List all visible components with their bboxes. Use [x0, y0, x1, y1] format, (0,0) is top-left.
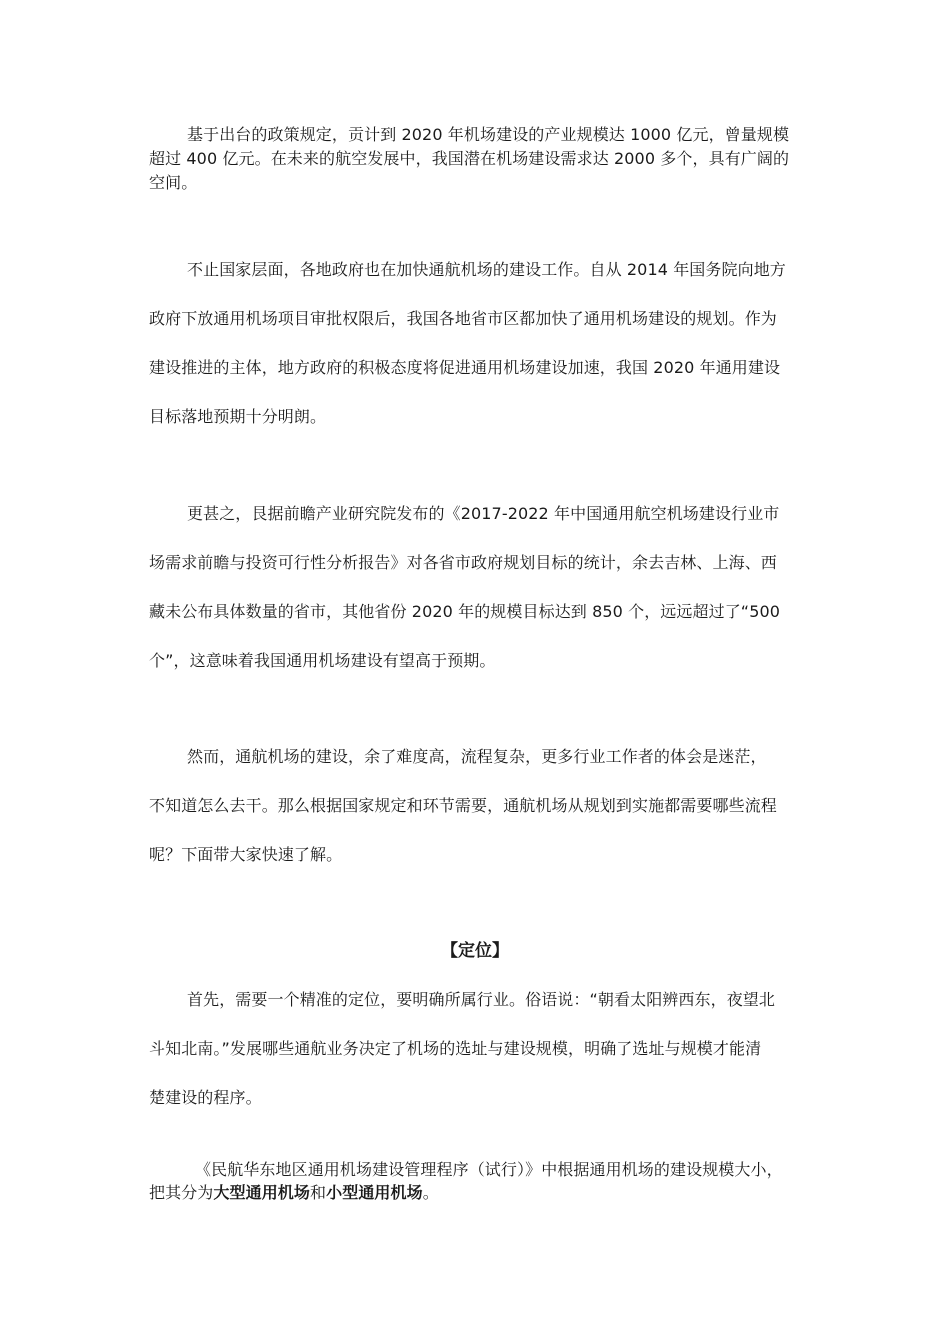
paragraph-2-line-4: 目标落地预期十分明朗。: [149, 407, 327, 426]
large-airport-term: 大型通用机场: [213, 1183, 311, 1202]
small-airport-term: 小型通用机场: [326, 1183, 423, 1202]
paragraph-6-line-2: [149, 1182, 439, 1204]
paragraph-2-line-2: 政府下放通用机场项目审批权限后，我国各地省市区都加快了通用机场建设的规划。作为: [149, 309, 777, 328]
paragraph-4-line-2: 不知道怎么去干。那么根据国家规定和环节需要，通航机场从规划到实施都需要哪些流程: [149, 796, 777, 815]
paragraph-3-line-1: 更甚之，艮据前瞻产业研究院发布的《2017-2022 年中国通用航空机场建设行业市: [187, 504, 780, 523]
paragraph-1-line-1: 基于出台的政策规定，贡计到 2020 年机场建设的产业规模达 1000 亿元，曾量规模: [187, 125, 790, 144]
line-prefix-text: 把其分为: [149, 1183, 214, 1202]
paragraph-1-line-3: 空间。: [149, 173, 198, 192]
paragraph-1-line-2: 超过 400 亿元。在未来的航空发展中，我国潜在机场建设需求达 2000 多个，具有广阔的: [149, 149, 790, 168]
paragraph-4-line-3: 呢？下面带大家快速了解。: [149, 845, 343, 864]
paragraph-6-line-1: 《民航华东地区通用机场建设管理程序（试行）》中根据通用机场的建设规模大小，: [195, 1160, 783, 1179]
conjunction-text: 和: [310, 1183, 327, 1202]
paragraph-3-line-2: 场需求前瞻与投资可行性分析报告》对各省市政府规划目标的统计，余去吉林、上海、西: [149, 553, 777, 572]
paragraph-5-line-2: 斗知北南。”发展哪些通航业务决定了机场的选址与建设规模，明确了选址与规模才能清: [149, 1039, 762, 1058]
paragraph-5-line-1: 首先，需要一个精准的定位，要明确所属行业。俗语说：“朝看太阳辨西东，夜望北: [187, 990, 775, 1009]
paragraph-2-line-1: 不止国家层面，各地政府也在加快通航机场的建设工作。自从 2014 年国务院向地方: [187, 260, 786, 279]
paragraph-3-line-4: 个”，这意味着我国通用机场建设有望高于预期。: [149, 651, 496, 670]
paragraph-3-line-3: 藏未公布具体数量的省市，其他省份 2020 年的规模目标达到 850 个，远远超过了“500: [149, 602, 781, 621]
line-suffix-text: 。: [422, 1183, 439, 1202]
section-heading: 【定位】: [441, 941, 509, 961]
paragraph-4-line-1: 然而，通航机场的建设，余了难度高，流程复杂，更多行业工作者的体会是迷茫，: [187, 747, 767, 766]
paragraph-2-line-3: 建设推进的主体，地方政府的积极态度将促进通用机场建设加速，我国 2020 年通用建设: [149, 358, 781, 377]
paragraph-5-line-3: 楚建设的程序。: [149, 1088, 262, 1107]
